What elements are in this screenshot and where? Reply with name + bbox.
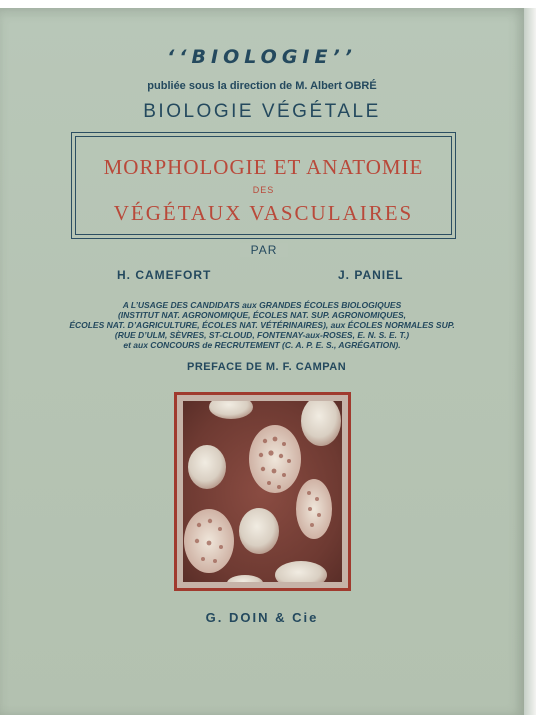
publisher-name: G. DOIN & Cie: [205, 610, 319, 625]
series-direction: publiée sous la direction de M. Albert OBRÉ: [147, 80, 377, 92]
book-title-line-2: VÉGÉTAUX VASCULAIRES: [113, 201, 414, 225]
book-title-line-1: MORPHOLOGIE ET ANATOMIE: [103, 155, 424, 179]
audience-note: [0, 300, 524, 350]
page-edge: [524, 8, 536, 715]
audience-line: (INSTITUT NAT. AGRONOMIQUE, ÉCOLES NAT. SUP. AGRONOMIQUES,: [117, 310, 407, 320]
author-paniel: J. PANIEL: [338, 268, 404, 282]
preface-credit: PREFACE DE M. F. CAMPAN: [187, 361, 347, 373]
author-camefort: H. CAMEFORT: [117, 268, 212, 282]
audience-line: et aux CONCOURS de RECRUTEMENT (C. A. P. E. S., AGRÉGATION).: [123, 340, 401, 350]
micrograph-image: [183, 401, 342, 582]
book-title-connector: DES: [252, 185, 275, 195]
micrograph-frame: [174, 392, 351, 591]
by-label: PAR: [240, 243, 288, 257]
audience-line: A L’USAGE DES CANDIDATS aux GRANDES ÉCOLES BIOLOGIQUES: [122, 300, 402, 310]
title-frame: [71, 132, 456, 239]
series-title: ‘‘BIOLOGIE’’: [167, 46, 357, 68]
audience-line: (RUE D’ULM, SÈVRES, ST-CLOUD, FONTENAY-aux-ROSES, E. N. S. E. T.): [114, 330, 410, 340]
audience-line: ÉCOLES NAT. D’AGRICULTURE, ÉCOLES NAT. VÉTÉRINAIRES), aux ÉCOLES NORMALES SUP.: [69, 320, 455, 330]
subject-heading: BIOLOGIE VÉGÉTALE: [143, 101, 381, 122]
